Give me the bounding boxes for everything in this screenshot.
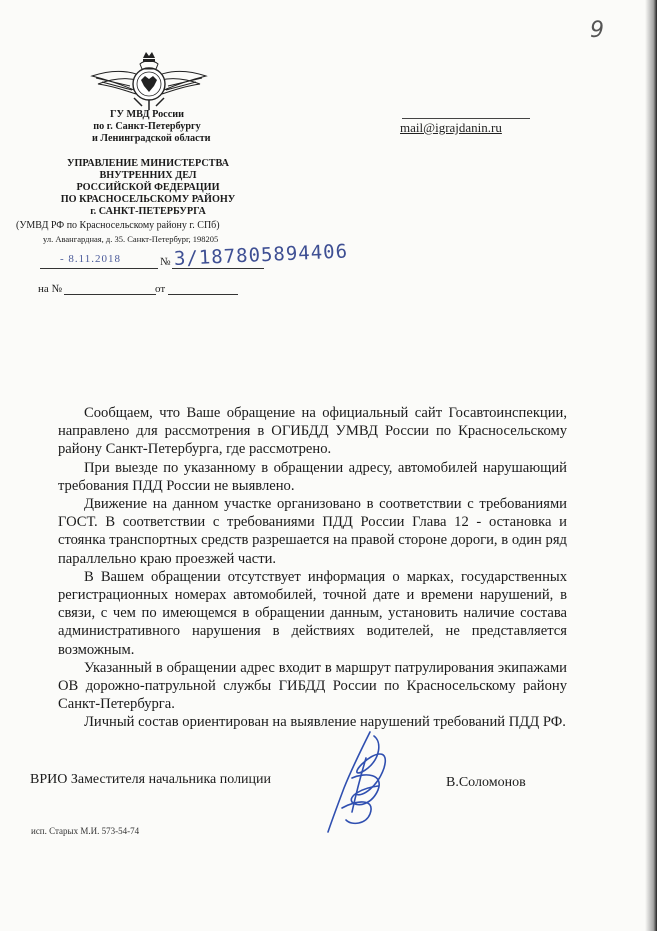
handwritten-signature-icon	[322, 728, 417, 838]
agency-line-1: ГУ МВД России	[110, 109, 184, 120]
body-paragraph-5: Указанный в обращении адрес входит в маршрут патрулирования экипажами ОВ дорожно-патрульной службы ГИБДД России по Красносельскому району Санкт-Петербурга.	[58, 659, 567, 713]
page-edge-shadow	[645, 0, 657, 931]
letter-body	[58, 404, 567, 732]
recipient-email: mail@igrajdanin.ru	[400, 120, 502, 135]
body-paragraph-3: Движение на данном участке организовано в соответствии с требованиями ГОСТ. В соответствии с требованиями ПДД России Глава 12 - остановка и стоянка транспортных средств разрешается на правой стороне дороги, в один ряд параллельно краю проезжей части.	[58, 496, 567, 567]
incoming-number-rule	[64, 294, 156, 295]
dept-line-5: г. САНКТ-ПЕТЕРБУРГА	[90, 206, 206, 217]
body-paragraph-6: Личный состав ориентирован на выявление нарушений требований ПДД РФ.	[84, 714, 566, 731]
incoming-on-label: на №	[38, 283, 63, 295]
email-rule	[402, 118, 530, 119]
executor-info: исп. Старых М.И. 573-54-74	[31, 826, 140, 836]
agency-line-3: и Ленинградской области	[92, 133, 211, 144]
page-number: 9	[590, 18, 604, 43]
dept-line-4: ПО КРАСНОСЕЛЬСКОМУ РАЙОНУ	[60, 194, 236, 205]
body-paragraph-4: В Вашем обращении отсутствует информация о марках, государственных регистрационных номерах автомобилей, точной дате и времени нарушений, в связи, с чем по имеющемся в обращении данным, установить наличие состава административного нарушения в действиях водителей, не представляется возможным.	[58, 568, 567, 658]
body-paragraph-2: При выезде по указанному в обращении адресу, автомобилей нарушающий требования ПДД России не выявлено.	[58, 459, 567, 494]
outgoing-number-stamp: 3/187805894406	[173, 240, 349, 270]
outgoing-no-label: №	[160, 256, 171, 268]
address: ул. Авангардная, д. 35. Санкт-Петербург, 198205	[43, 234, 219, 244]
agency-line-2: по г. Санкт-Петербургу	[93, 121, 201, 132]
dept-line-1: УПРАВЛЕНИЕ МИНИСТЕРСТВА	[66, 158, 229, 169]
outgoing-date-stamp: - 8.11.2018	[60, 253, 122, 265]
incoming-from-label: от	[155, 283, 166, 295]
body-paragraph-1: Сообщаем, что Ваше обращение на официальный сайт Госавтоинспекции, направлено для рассмотрения в ОГИБДД УМВД России по Красносельскому району Санкт-Петербурга, где рассмотрено.	[58, 405, 567, 458]
signatory-title: ВРИО Заместителя начальника полиции	[30, 772, 272, 787]
dept-line-3: РОССИЙСКОЙ ФЕДЕРАЦИИ	[76, 182, 220, 193]
dept-line-2: ВНУТРЕННИХ ДЕЛ	[99, 170, 197, 181]
signatory-name: В.Соломонов	[446, 775, 526, 790]
incoming-date-rule	[168, 294, 238, 295]
mvd-emblem-icon	[90, 50, 208, 112]
short-name: (УМВД РФ по Красносельскому району г. СПб)	[16, 220, 220, 231]
outgoing-date-rule	[40, 268, 158, 269]
